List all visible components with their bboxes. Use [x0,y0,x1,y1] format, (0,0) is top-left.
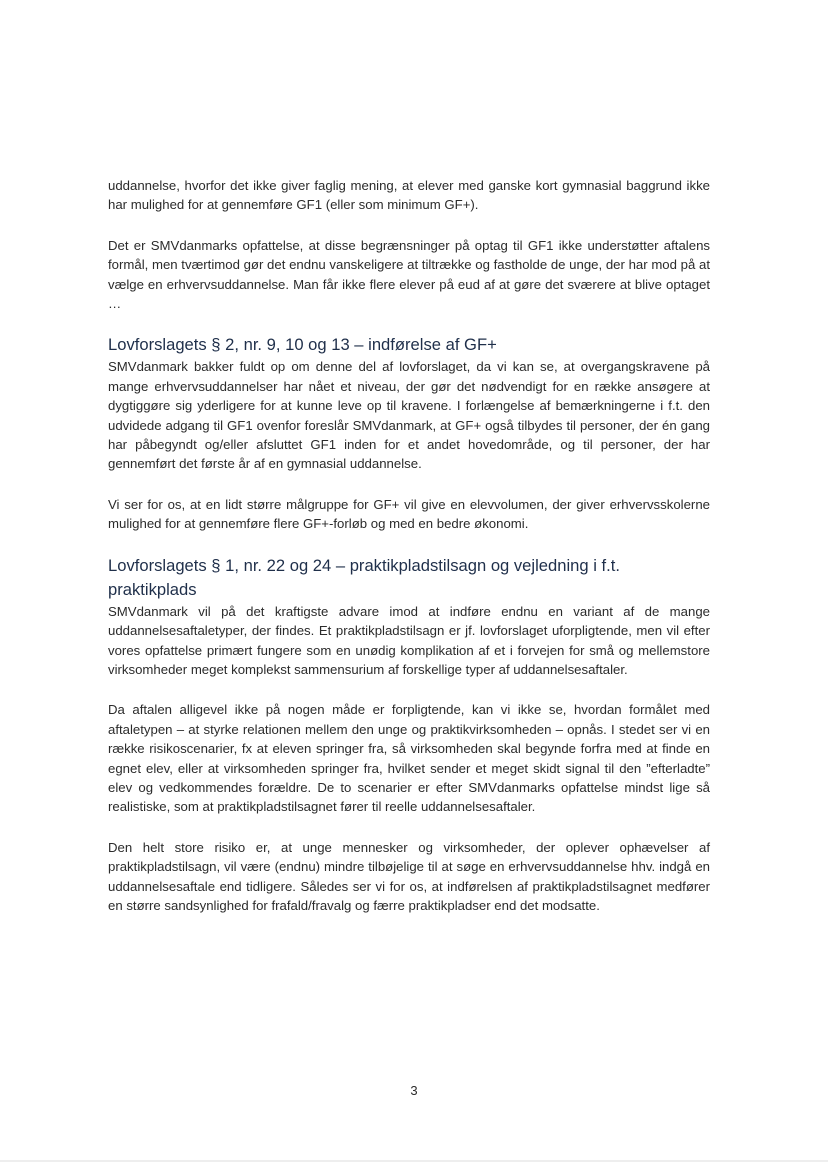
section-heading-praktikpladstilsagn: Lovforslagets § 1, nr. 22 og 24 – praktikpladstilsagn og vejledning i f.t. praktikplads [108,555,620,599]
section1-paragraph-1: SMVdanmark bakker fuldt op om denne del af lovforslaget, da vi kan se, at overgangskravene på mange erhvervsuddannelser har nået et niveau, der gør det nødvendigt for en række ansøgere at dygtiggøre sig yderligere for at kunne leve op til kravene. I forlængelse af bemærkningerne i f.t. den udvidede adgang til GF1 ovenfor foreslår SMVdanmark, at GF+ også tilbydes til personer, der én gang har påbegyndt og/eller afsluttet GF1 inden for et andet hovedområde, og til personer, der har gennemført det første år af en gymnasial uddannelse. [108,359,710,472]
section2-paragraph-3: Den helt store risiko er, at unge mennesker og virksomheder, der oplever ophævelser af praktikpladstilsagn, vil være (endnu) mindre tilbøjelige til at søge en erhvervsuddannelse hhv. indgå en uddannelsesaftale end tidligere. Således ser vi for os, at indførelsen af praktikpladstilsagnet medfører en større sandsynlighed for frafald/fravalg og færre praktikpladser end det modsatte. [108,839,710,913]
document-body [108,176,710,915]
intro-paragraph-1: uddannelse, hvorfor det ikke giver faglig mening, at elever med ganske kort gymnasial baggrund ikke har mulighed for at gennemføre GF1 (eller som minimum GF+). [108,178,710,213]
page-bottom-edge [0,1160,828,1162]
page-number: 3 [410,1083,418,1098]
section1-paragraph-2: Vi ser for os, at en lidt større målgruppe for GF+ vil give en elevvolumen, der giver erhvervsskolerne mulighed for at gennemføre flere GF+-forløb og med en bedre økonomi. [108,496,710,532]
section2-paragraph-2: Da aftalen alligevel ikke på nogen måde er forpligtende, kan vi ikke se, hvordan formålet med aftaletypen – at styrke relationen mellem den unge og praktikvirksomheden – opnås. I stedet ser vi en række risikoscenarier, fx at eleven springer fra, så virksomheden skal begynde forfra med at finde en egnet elev, eller at virksomheden springer fra, hvilket sender et meget skidt signal til den ”efterladte” elev og vedkommendes forældre. De to scenarier er efter SMVdanmarks opfattelse mindst lige så realistiske, som at praktikpladstilsagnet fører til reelle uddannelsesaftaler. [108,702,710,815]
intro-paragraph-2: Det er SMVdanmarks opfattelse, at disse begrænsninger på optag til GF1 ikke understøtter aftalens formål, men tværtimod gør det endnu vanskeligere at tiltrække og fastholde de unge, der har mod på at vælge en erhvervsuddannelse. Man får ikke flere elever på eud af at gøre det sværere at blive optaget … [108,237,710,312]
section2-paragraph-1: SMVdanmark vil på det kraftigste advare imod at indføre endnu en variant af de mange uddannelsesaftaletyper, der findes. Et praktikpladstilsagn er jf. lovforslaget uforpligtende, men vil efter vores opfattelse primært fungere som en unødig komplikation af et i forvejen for små og mellemstore virksomheder meget komplekst sammensurium af forskellige typer af uddannelsesaftaler. [108,603,710,677]
section-heading-gf-plus: Lovforslagets § 2, nr. 9, 10 og 13 – indførelse af GF+ [108,335,497,355]
